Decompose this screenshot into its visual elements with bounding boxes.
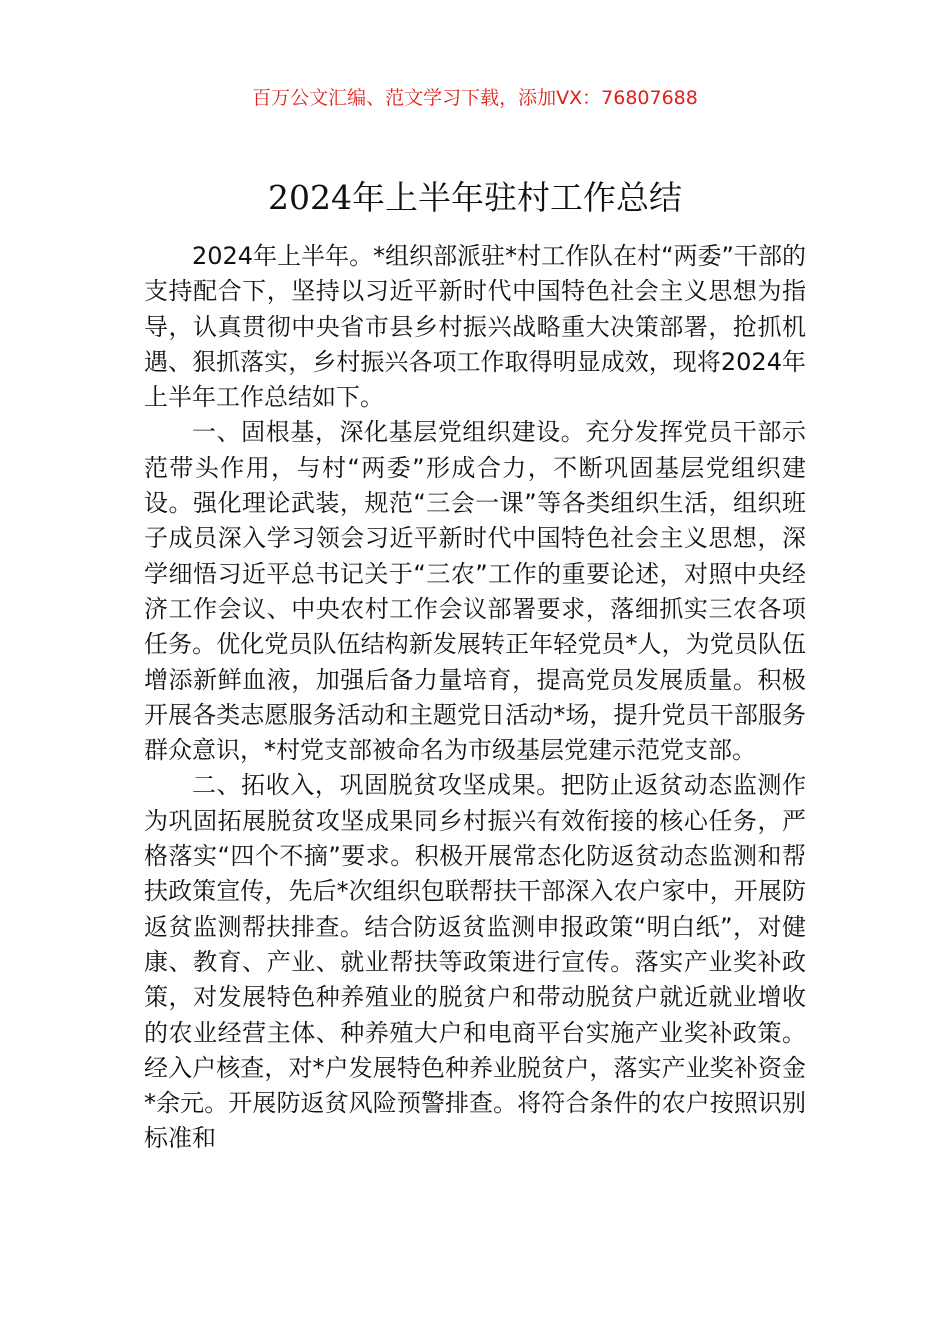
paragraph-section-2: 二、拓收入，巩固脱贫攻坚成果。把防止返贫动态监测作为巩固拓展脱贫攻坚成果同乡村振兴有效衔接的核心任务，严格落实“四个不摘”要求。积极开展常态化防返贫动态监测和帮扶政策宣传，先后*次组织包联帮扶干部深入农户家中，开展防返贫监测帮扶排查。结合防返贫监测申报政策“明白纸”，对健康、教育、产业、就业帮扶等政策进行宣传。落实产业奖补政策，对发展特色种养殖业的脱贫户和带动脱贫户就近就业增收的农业经营主体、种养殖大户和电商平台实施产业奖补政策。经入户核查，对*户发展特色种养业脱贫户，落实产业奖补资金*余元。开展防返贫风险预警排查。将符合条件的农户按照识别标准和: [144, 771, 806, 1153]
document-body: [144, 239, 806, 1157]
paragraph-intro: 2024年上半年。*组织部派驻*村工作队在村“两委”干部的支持配合下，坚持以习近平新时代中国特色社会主义思想为指导，认真贯彻中央省市县乡村振兴战略重大决策部署，抢抓机遇、狠抓落实，乡村振兴各项工作取得明显成效，现将2024年上半年工作总结如下。: [144, 242, 806, 412]
paragraph-section-1: 一、固根基，深化基层党组织建设。充分发挥党员干部示范带头作用，与村“两委”形成合力，不断巩固基层党组织建设。强化理论武装，规范“三会一课”等各类组织生活，组织班子成员深入学习领会习近平新时代中国特色社会主义思想，深学细悟习近平总书记关于“三农”工作的重要论述，对照中央经济工作会议、中央农村工作会议部署要求，落细抓实三农各项任务。优化党员队伍结构新发展转正年轻党员*人，为党员队伍增添新鲜血液，加强后备力量培育，提高党员发展质量。积极开展各类志愿服务活动和主题党日活动*场，提升党员干部服务群众意识，*村党支部被命名为市级基层党建示范党支部。: [144, 418, 806, 765]
watermark-header: 百万公文汇编、范文学习下载，添加VX：76807688: [252, 87, 698, 109]
document-title: 2024年上半年驻村工作总结: [268, 178, 682, 217]
